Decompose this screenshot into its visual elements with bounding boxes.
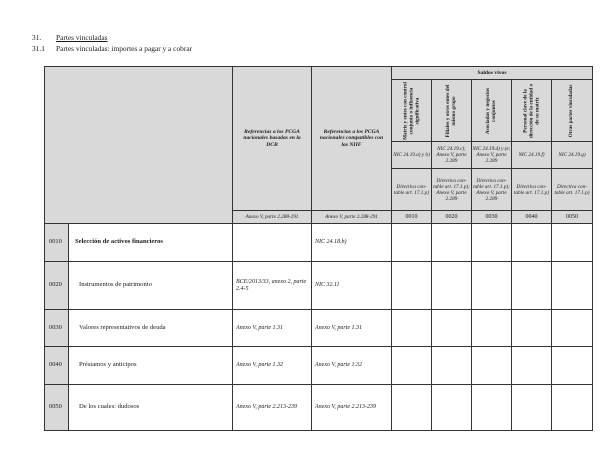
col-nic-0010: NIC 24.19.a) y b) xyxy=(392,142,432,169)
col-code-0030: 0030 xyxy=(472,211,512,224)
col-nic-0020: NIC 24.19.c); Anexo V, parte 2.289 xyxy=(432,142,472,169)
row-ref-pcga: Anexo V, parte 1.31 xyxy=(233,310,312,347)
data-cell[interactable] xyxy=(392,224,432,262)
data-cell[interactable] xyxy=(432,262,472,310)
table-row xyxy=(45,310,593,347)
col-nic-0040: NIC 24.19.f) xyxy=(512,142,552,169)
data-cell[interactable] xyxy=(432,224,472,262)
col-header-0030: Asociadas y negocios conjuntos xyxy=(472,80,512,142)
row-ref-pcga: Anexo V, parte 2.213-239 xyxy=(233,385,312,431)
row-ref-pcga: Anexo V, parte 1.32 xyxy=(233,347,312,385)
data-cell[interactable] xyxy=(552,385,593,431)
data-cell[interactable] xyxy=(432,347,472,385)
section-number: 31. xyxy=(32,33,42,42)
col-header-0010: Matriz y entes con control conjunto o influencia significativa xyxy=(392,80,432,142)
subsection-heading xyxy=(32,44,192,53)
header-corner xyxy=(45,67,233,224)
row-ref-niif: NIC 24.18.b) xyxy=(312,224,392,262)
data-cell[interactable] xyxy=(472,385,512,431)
data-cell[interactable] xyxy=(392,385,432,431)
col-code-0040: 0040 xyxy=(512,211,552,224)
table-row xyxy=(45,347,593,385)
data-cell[interactable] xyxy=(552,224,593,262)
row-label: Selección de activos financieros xyxy=(69,224,233,262)
section-title: Partes vinculadas xyxy=(56,33,108,42)
row-label: Préstamos y anticipos xyxy=(69,347,233,385)
data-cell[interactable] xyxy=(512,347,552,385)
row-code: 0050 xyxy=(45,385,69,431)
row-ref-niif: NIC 32.11 xyxy=(312,262,392,310)
data-cell[interactable] xyxy=(392,347,432,385)
col-directiva-0010: Directiva con-table art. 17.1.p) xyxy=(392,169,432,211)
table-row xyxy=(45,224,593,262)
table-row xyxy=(45,262,593,310)
col-code-0020: 0020 xyxy=(432,211,472,224)
row-ref-niif: Anexo V, parte 2.213-239 xyxy=(312,385,392,431)
data-cell[interactable] xyxy=(552,262,593,310)
col-directiva-0040: Directiva con-table art. 17.1.p) xyxy=(512,169,552,211)
data-cell[interactable] xyxy=(472,347,512,385)
data-cell[interactable] xyxy=(512,262,552,310)
row-ref-niif: Anexo V, parte 1.31 xyxy=(312,310,392,347)
section-heading xyxy=(32,33,108,42)
data-cell[interactable] xyxy=(512,385,552,431)
row-ref-pcga: BCE/2013/33, anexo 2, parte 2.4-5 xyxy=(233,262,312,310)
col-code-0010: 0010 xyxy=(392,211,432,224)
data-cell[interactable] xyxy=(552,347,593,385)
col-header-0050: Otras partes vinculadas xyxy=(552,80,593,142)
subsection-title: Partes vinculadas: importes a pagar y a cobrar xyxy=(56,44,193,53)
row-code: 0040 xyxy=(45,347,69,385)
data-cell[interactable] xyxy=(392,310,432,347)
ref-code-pcga: Anexo V, parte 2.288-291 xyxy=(233,211,312,224)
data-cell[interactable] xyxy=(512,310,552,347)
row-code: 0010 xyxy=(45,224,69,262)
row-code: 0020 xyxy=(45,262,69,310)
data-cell[interactable] xyxy=(512,224,552,262)
col-header-0040: Personal clave de la dirección de la entidad o de su matriz xyxy=(512,80,552,142)
data-cell[interactable] xyxy=(392,262,432,310)
ref-header-niif: Referencias a los PCGA nacionales compatibles con las NIIF xyxy=(312,67,392,211)
col-header-0020: Filiales y otros entes del mismo grupo xyxy=(432,80,472,142)
col-directiva-0050: Directiva con-table art. 17.1.p) xyxy=(552,169,593,211)
ref-header-pcga: Referencias a los PCGA nacionales basadas en la DCB xyxy=(233,67,312,211)
row-ref-niif: Anexo V, parte 1.32 xyxy=(312,347,392,385)
data-cell[interactable] xyxy=(472,310,512,347)
col-directiva-0020: Directiva con-table art. 17.1.p); Anexo V, parte 2.289 xyxy=(432,169,472,211)
data-cell[interactable] xyxy=(432,385,472,431)
ref-code-niif: Anexo V, parte 2.288-291 xyxy=(312,211,392,224)
row-ref-pcga xyxy=(233,224,312,262)
related-parties-table xyxy=(44,66,593,431)
table-row xyxy=(45,385,593,431)
row-code: 0030 xyxy=(45,310,69,347)
saldos-vivos-header: Saldos vivos xyxy=(392,67,593,80)
col-code-0050: 0050 xyxy=(552,211,593,224)
row-label: Valores representativos de deuda xyxy=(69,310,233,347)
row-label: Instrumentos de patrimonio xyxy=(69,262,233,310)
col-directiva-0030: Directiva con-table art. 17.1.p); Anexo V, parte 2.289 xyxy=(472,169,512,211)
data-cell[interactable] xyxy=(552,310,593,347)
col-nic-0050: NIC 24.19.g) xyxy=(552,142,593,169)
data-cell[interactable] xyxy=(472,262,512,310)
data-cell[interactable] xyxy=(472,224,512,262)
col-nic-0030: NIC 24.19.d) y (e; Anexo V, parte 2.289 xyxy=(472,142,512,169)
data-cell[interactable] xyxy=(432,310,472,347)
subsection-number: 31.1 xyxy=(32,44,45,53)
row-label: De los cuales: dudosos xyxy=(69,385,233,431)
